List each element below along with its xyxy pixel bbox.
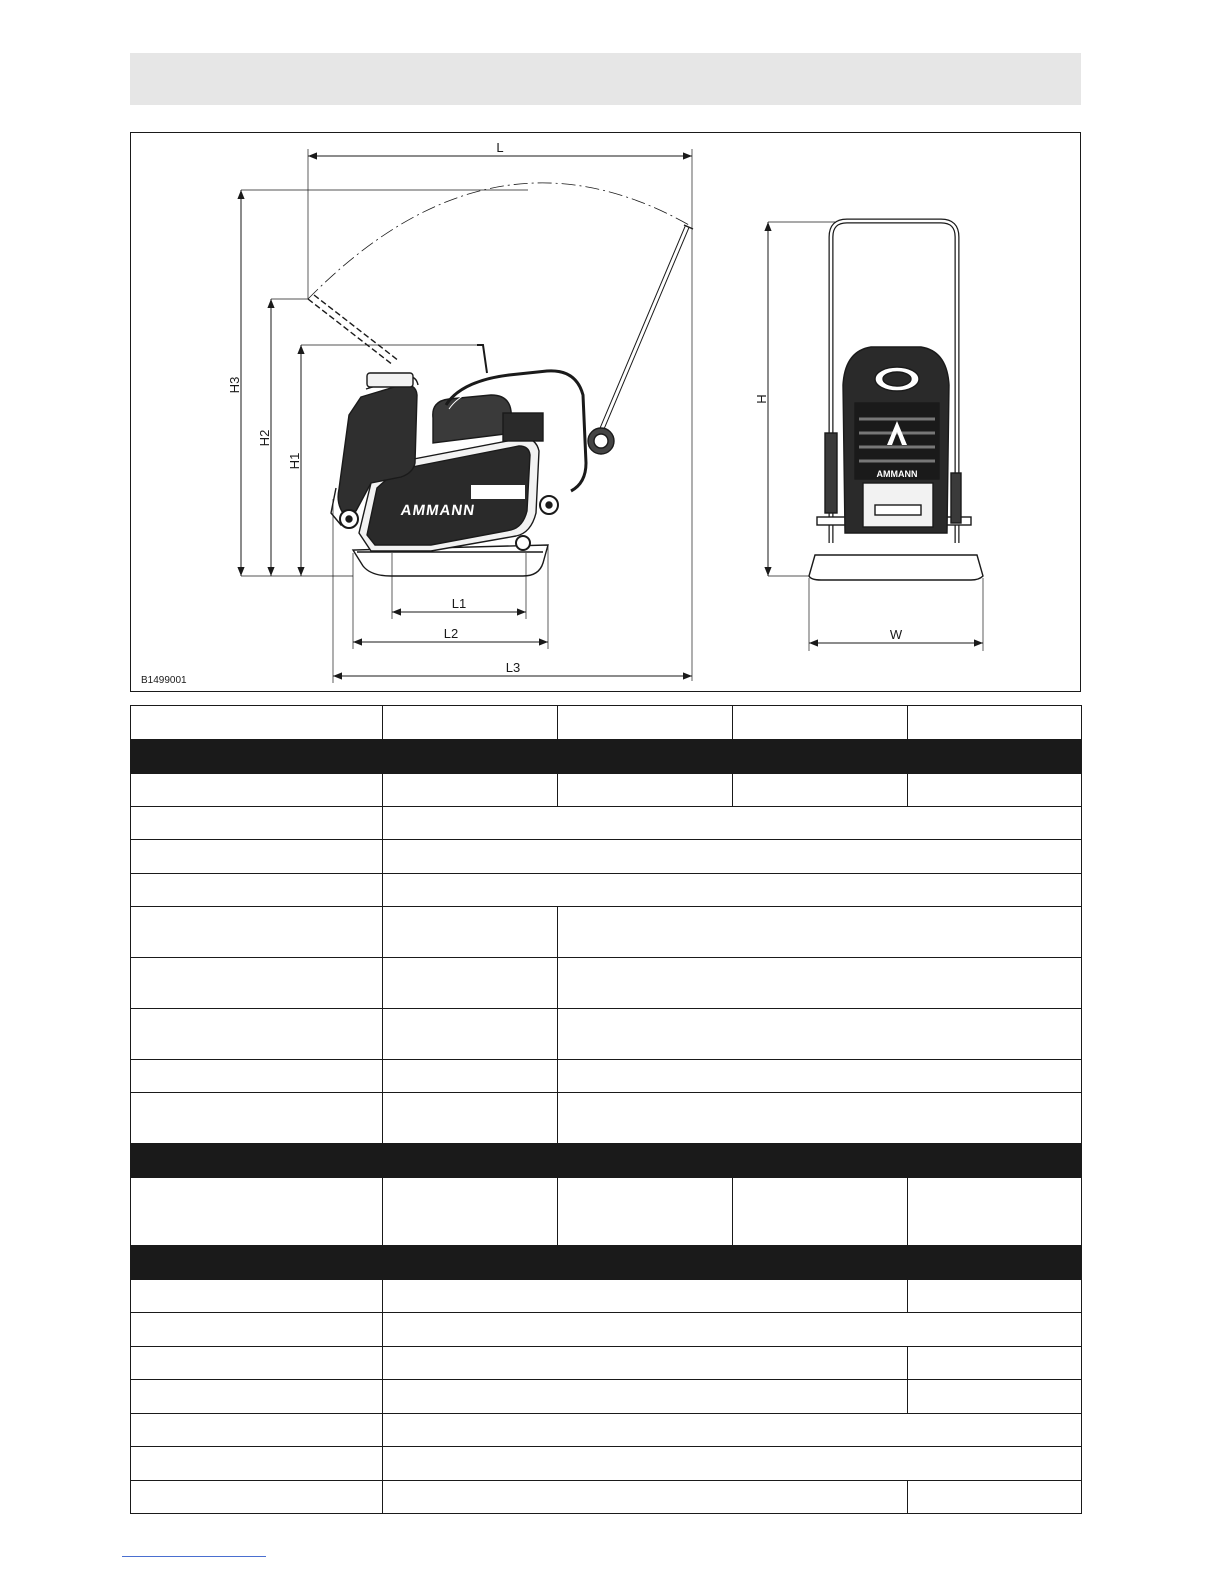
table-row (131, 1060, 1082, 1093)
table-row (131, 907, 1082, 958)
table-row (131, 807, 1082, 840)
label-l2: L2 (443, 626, 459, 641)
table-row (131, 1313, 1082, 1347)
dimension-drawing-frame (130, 132, 1081, 692)
compactor-side-view (308, 225, 693, 576)
table-cell (131, 774, 383, 807)
table-row (131, 840, 1082, 874)
table-cell (733, 1178, 908, 1246)
table-cell (131, 1009, 383, 1060)
table-cell (383, 907, 558, 958)
table-section-header (131, 1144, 1082, 1178)
table-cell (383, 1414, 1082, 1447)
table-row (131, 874, 1082, 907)
table-row (131, 1414, 1082, 1447)
table-section-header (131, 740, 1082, 774)
table-cell (383, 1481, 908, 1514)
table-row (131, 706, 1082, 740)
table-cell (383, 1009, 558, 1060)
table-cell (383, 1178, 558, 1246)
label-l: L (496, 140, 504, 155)
table-cell (131, 1447, 383, 1481)
table-cell (131, 1347, 383, 1380)
table-cell (908, 774, 1082, 807)
table-cell (383, 1380, 908, 1414)
table-cell (383, 706, 558, 740)
table-row (131, 1093, 1082, 1144)
table-cell (383, 1447, 1082, 1481)
table-cell (908, 706, 1082, 740)
table-cell (383, 1280, 908, 1313)
label-h: H (754, 394, 769, 404)
table-cell (131, 740, 1082, 774)
table-cell (383, 1347, 908, 1380)
table-cell (558, 706, 733, 740)
table-cell (908, 1380, 1082, 1414)
table-cell (131, 1144, 1082, 1178)
table-row (131, 1380, 1082, 1414)
front-view-brand: AMMANN (876, 469, 918, 479)
page-header-band (130, 53, 1081, 105)
table-row (131, 1347, 1082, 1380)
label-h2: H2 (257, 429, 272, 447)
label-l3: L3 (505, 660, 521, 675)
specification-table (130, 705, 1082, 1514)
table-cell (131, 874, 383, 907)
table-cell (383, 1060, 558, 1093)
table-cell (558, 1093, 1082, 1144)
table-cell (383, 807, 1082, 840)
table-row (131, 1447, 1082, 1481)
table-cell (131, 840, 383, 874)
table-cell (131, 907, 383, 958)
table-cell (131, 1313, 383, 1347)
label-h3: H3 (227, 376, 242, 394)
figure-code: B1499001 (141, 675, 187, 686)
table-row (131, 1280, 1082, 1313)
table-cell (558, 774, 733, 807)
table-cell (558, 1060, 1082, 1093)
table-cell (908, 1280, 1082, 1313)
table-cell (131, 706, 383, 740)
table-cell (908, 1347, 1082, 1380)
table-cell (131, 807, 383, 840)
table-row (131, 774, 1082, 807)
table-cell (908, 1481, 1082, 1514)
table-cell (733, 774, 908, 807)
handle-swing-arc (308, 183, 689, 299)
table-cell (558, 1009, 1082, 1060)
table-cell (131, 1246, 1082, 1280)
table-cell (383, 874, 1082, 907)
table-cell (383, 774, 558, 807)
table-cell (383, 840, 1082, 874)
dimension-drawing (131, 133, 1080, 691)
table-cell (131, 1481, 383, 1514)
table-cell (131, 1060, 383, 1093)
label-l1: L1 (451, 596, 467, 611)
table-row (131, 1009, 1082, 1060)
table-cell (908, 1178, 1082, 1246)
table-cell (558, 958, 1082, 1009)
table-cell (558, 907, 1082, 958)
table-cell (131, 958, 383, 1009)
table-cell (383, 1313, 1082, 1347)
footer-link-underline (122, 1556, 266, 1557)
table-cell (383, 958, 558, 1009)
table-row (131, 1178, 1082, 1246)
table-cell (383, 1093, 558, 1144)
table-cell (131, 1280, 383, 1313)
table-cell (733, 706, 908, 740)
table-section-header (131, 1246, 1082, 1280)
table-cell (131, 1380, 383, 1414)
compactor-front-view (809, 221, 983, 580)
table-cell (131, 1178, 383, 1246)
table-row (131, 1481, 1082, 1514)
table-cell (131, 1093, 383, 1144)
side-view-brand: AMMANN (399, 502, 477, 519)
table-row (131, 958, 1082, 1009)
label-w: W (889, 627, 903, 642)
table-cell (131, 1414, 383, 1447)
table-cell (558, 1178, 733, 1246)
label-h1: H1 (287, 452, 302, 470)
